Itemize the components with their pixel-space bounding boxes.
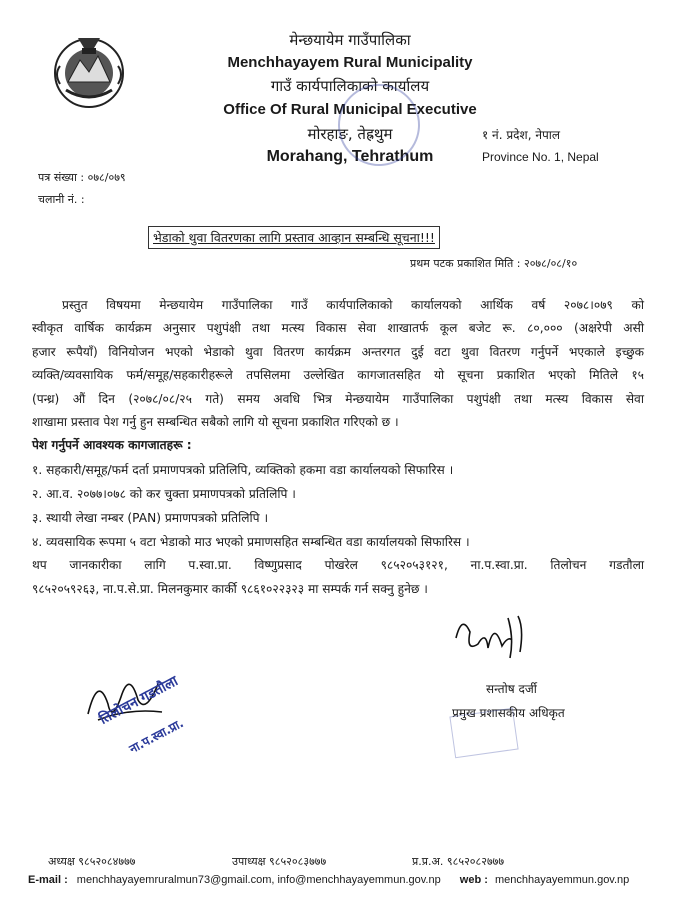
nepal-emblem-logo — [48, 30, 130, 112]
web-label: web : — [459, 874, 488, 886]
chalani-number: चलानी नं. : — [38, 193, 85, 206]
province-np: १ नं. प्रदेश, नेपाल — [482, 128, 561, 142]
office-name-en: Office Of Rural Municipal Executive — [223, 101, 477, 118]
notice-subject: भेडाको थुवा वितरणका लागि प्रस्ताव आव्हान सम्बन्धि सूचना!!! — [148, 226, 440, 249]
body-line-2: स्वीकृत वार्षिक कार्यक्रम अनुसार पशुपंक्षी तथा मत्स्य विकास सेवा शाखातर्फ कूल बजेट रू. ८०,००० (अक्षरेपी असी — [32, 321, 644, 335]
left-stamp-title: ना.प.स्वा.प्रा. — [126, 715, 186, 757]
email-label: E-mail : — [28, 874, 68, 886]
body-line-1: प्रस्तुत विषयमा मेन्छयायेम गाउँपालिका गाउँ कार्यपालिकाको कार्यालयको आर्थिक वर्ष २०७८।०७९ को — [62, 298, 644, 312]
footer-adhyaksha: अध्यक्ष ९८५२०८४७७७ — [48, 855, 136, 868]
signature-right — [448, 608, 538, 668]
contact-line-2: ९८५२०५९२६३, ना.प.से.प्रा. मिलनकुमार कार्की ९८६१०२२३२३ मा सम्पर्क गर्न सक्नु हुनेछ । — [32, 582, 428, 596]
requirements-heading: पेश गर्नुपर्ने आवश्यक कागजातहरू : — [32, 438, 192, 452]
province-en: Province No. 1, Nepal — [482, 150, 599, 164]
left-stamp-name: तिलोचन गडतौला — [96, 673, 181, 728]
body-line-4: व्यक्ति/व्यवसायिक फर्म/समूह/सहकारीहरूले तपसिलमा उल्लेखित कागजातसहित यो सूचना प्रकाशित भएको मितिले १५ — [32, 368, 644, 382]
place-en: Morahang, Tehrathum — [266, 148, 434, 165]
patra-sankhya: पत्र संख्या : ०७८/०७९ — [38, 171, 126, 184]
office-name-np: गाउँ कार्यपालिकाको कार्यालय — [270, 77, 430, 95]
footer-pra-pra-a: प्र.प्र.अ. ९८५२०८२७७७ — [412, 855, 505, 868]
requirement-item-4: ४. व्यवसायिक रूपमा ५ वटा भेडाको माउ भएको प्रमाणसहित सम्बन्धित वडा कार्यालयको सिफारिस । — [32, 535, 470, 549]
contact-line-1: थप जानकारीका लागि प.स्वा.प्रा. विष्णुप्रसाद पोखरेल ९८५२०५३१२१, ना.प.स्वा.प्रा. तिलोचन गडतौला — [32, 558, 644, 572]
requirement-item-2: २. आ.व. २०७७।०७८ को कर चुक्ता प्रमाणपत्रको प्रतिलिपि । — [32, 487, 296, 501]
signatory-name: सन्तोष दर्जी — [486, 682, 537, 696]
published-date: प्रथम पटक प्रकाशित मिति : २०७८/०८/१० — [410, 257, 578, 270]
body-line-3: हजार रूपैयाँ) विनियोजन भएको भेडाको थुवा वितरण कार्यक्रम अन्तरगत दुई वटा थुवा वितरण गर्नुपर्ने भएकाले इच्छुक — [32, 345, 644, 359]
body-line-6: शाखामा प्रस्ताव पेश गर्नु हुन सम्बन्धित सबैको लागि यो सूचना प्रकाशित गरिएको छ । — [32, 415, 399, 429]
signatory-stamp — [449, 708, 518, 758]
office-round-stamp — [338, 84, 420, 166]
place-np: मोरहाङ, तेह्रथुम — [307, 125, 393, 143]
body-line-5: (पन्ध्र) औं दिन (२०७८/०८/२५ गते) समय अवधि भित्र मेन्छयायेम गाउँपालिका पशुपंक्षी तथा मत्स्य विकास सेवा — [32, 392, 644, 406]
org-name-np: मेन्छयायेम गाउँपालिका — [289, 31, 411, 49]
requirement-item-1: १. सहकारी/समूह/फर्म दर्ता प्रमाणपत्रको प्रतिलिपि, व्यक्तिको हकमा वडा कार्यालयको सिफारिस । — [32, 463, 454, 477]
signatory-title: प्रमुख प्रशासकीय अधिकृत — [452, 706, 565, 720]
requirement-item-3: ३. स्थायी लेखा नम्बर (PAN) प्रमाणपत्रको प्रतिलिपि । — [32, 511, 269, 525]
web-address[interactable]: menchhayayemmun.gov.np — [494, 874, 630, 886]
footer-contact — [28, 874, 629, 886]
footer-upadhyaksha: उपाध्यक्ष ९८५२०८३७७७ — [232, 855, 327, 868]
email-addresses[interactable]: menchhayayemruralmun73@gmail.com, info@menchhayayemmun.gov.np — [76, 874, 441, 886]
org-name-en: Menchhayayem Rural Municipality — [227, 54, 473, 71]
